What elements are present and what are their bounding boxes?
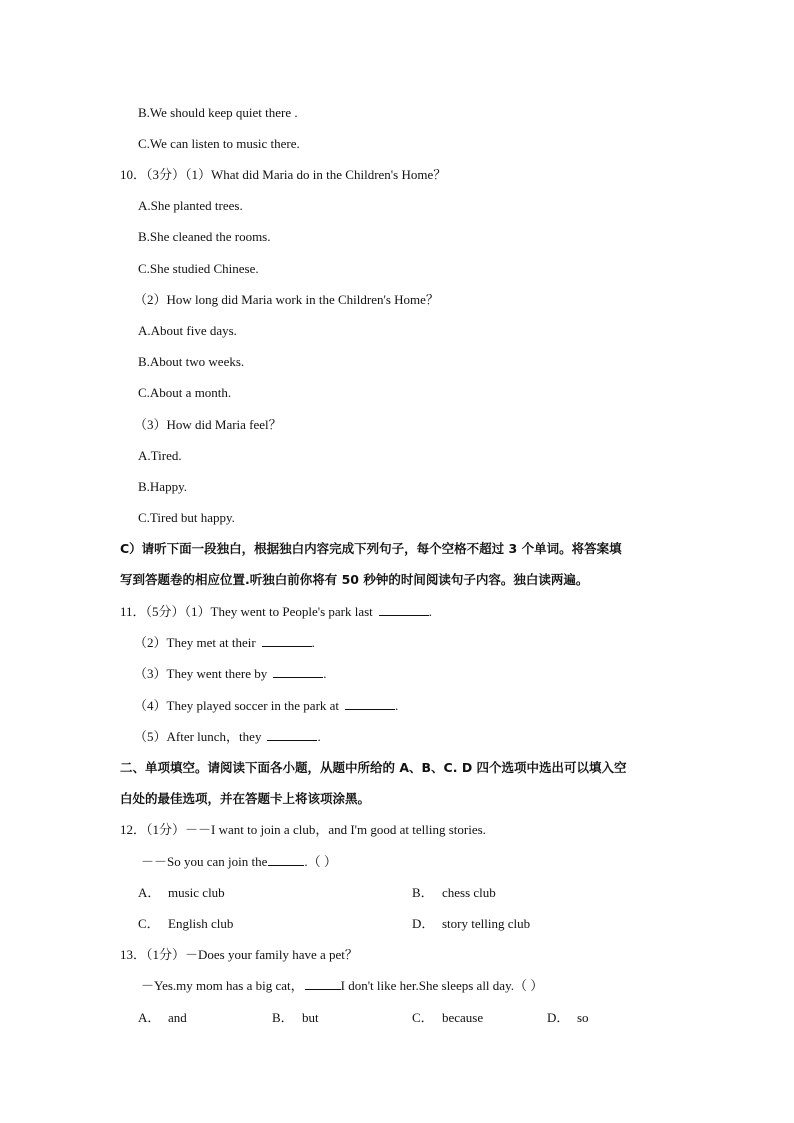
q12-option-d-text: story telling club	[442, 916, 531, 931]
q13-option-b-letter: B．	[272, 1010, 294, 1025]
q12-answer-paren: .（ ）	[304, 854, 337, 869]
q12-option-a-letter: A．	[138, 885, 161, 900]
q11-3-text: （3）They went there by	[134, 666, 268, 681]
q13-option-a-text: and	[168, 1010, 187, 1025]
q11-4-text: （4）They played soccer in the park at	[134, 698, 340, 713]
q13-line2-rest: I don't like her.She sleeps all day.（ ）	[340, 978, 544, 993]
q13-option-c-letter: C．	[412, 1010, 434, 1025]
q13-line2	[141, 977, 543, 995]
q10-3-option-a: A.Tired.	[138, 448, 182, 463]
q11-2-period: .	[311, 635, 315, 650]
section-c-instructions-line1: C）请听下面一段独白，根据独白内容完成下列句子，每个空格不超过 3 个单词。将答案填	[120, 541, 622, 556]
q11-2-text: （2）They met at their	[134, 635, 256, 650]
q11-2	[134, 634, 315, 652]
q13-option-b-text: but	[302, 1010, 319, 1025]
q10-3-stem: （3）How did Maria feel？	[134, 417, 282, 432]
q11-5-text: （5）After lunch，they	[134, 729, 262, 744]
q11-1-blank[interactable]	[379, 603, 429, 616]
q10-3-option-c: C.Tired but happy.	[138, 510, 235, 525]
q10-1-option-c: C.She studied Chinese.	[138, 261, 259, 276]
q10-2-option-b: B.About two weeks.	[138, 354, 245, 369]
q12-option-d-letter: D．	[412, 916, 435, 931]
q10-3-option-b: B.Happy.	[138, 479, 187, 494]
q13-option-c-text: because	[442, 1010, 484, 1025]
section-2-instructions-line2: 白处的最佳选项，并在答题卡上将该项涂黑。	[120, 791, 371, 806]
q13-option-d[interactable]	[547, 1009, 589, 1027]
q13-stem: 13．（1分）－Does your family have a pet？	[120, 947, 358, 962]
q12-option-a-text: music club	[168, 885, 225, 900]
q11-4-blank[interactable]	[345, 697, 395, 710]
q10-1-option-a: A.She planted trees.	[138, 198, 243, 213]
q10-2-stem: （2）How long did Maria work in the Children's Home？	[134, 292, 439, 307]
q11-stem	[120, 603, 432, 621]
q13-line2-text: －Yes.my mom has a big cat，	[141, 978, 304, 993]
q13-blank[interactable]	[305, 977, 341, 990]
q12-line2	[141, 853, 337, 871]
q11-5	[134, 728, 321, 746]
q11-4-period: .	[395, 698, 399, 713]
q11-1-period: .	[428, 604, 433, 619]
q13-option-b[interactable]	[272, 1009, 319, 1027]
q9-option-b: B.We should keep quiet there .	[138, 105, 298, 120]
q10-2-option-c: C.About a month.	[138, 385, 232, 400]
q12-option-c-text: English club	[168, 916, 234, 931]
q12-option-d[interactable]	[412, 915, 530, 933]
q11-3	[134, 665, 326, 683]
q10-2-option-a: A.About five days.	[138, 323, 237, 338]
q13-option-a[interactable]	[138, 1009, 187, 1027]
q11-3-blank[interactable]	[273, 665, 323, 678]
q11-4	[134, 697, 398, 715]
q12-stem: 12．（1分）－－I want to join a club，and I'm good at telling stories.	[120, 822, 486, 837]
section-2-instructions-line1: 二、单项填空。请阅读下面各小题，从题中所给的 A、B、C. D 四个选项中选出可以填入空	[120, 760, 627, 775]
q13-option-c[interactable]	[412, 1009, 483, 1027]
q9-option-c: C.We can listen to music there.	[138, 136, 300, 151]
q12-option-c[interactable]	[138, 915, 233, 933]
q13-option-d-letter: D．	[547, 1010, 570, 1025]
q12-line2-text: －－So you can join the	[141, 854, 268, 869]
q11-1-text: 11．（5分）（1）They went to People's park last	[120, 604, 373, 619]
section-c-instructions-line2: 写到答题卷的相应位置.听独白前你将有 50 秒钟的时间阅读句子内容。独白读两遍。	[120, 572, 589, 587]
q12-option-a[interactable]	[138, 884, 225, 902]
q13-option-d-text: so	[577, 1010, 589, 1025]
q11-2-blank[interactable]	[262, 634, 312, 647]
q13-option-a-letter: A．	[138, 1010, 161, 1025]
q12-option-b-text: chess club	[442, 885, 496, 900]
q11-5-period: .	[317, 729, 321, 744]
q12-option-b[interactable]	[412, 884, 496, 902]
q10-stem: 10．（3分）（1）What did Maria do in the Children's Home？	[120, 167, 447, 182]
q11-5-blank[interactable]	[267, 728, 317, 741]
q12-option-b-letter: B．	[412, 885, 434, 900]
q12-option-c-letter: C．	[138, 916, 160, 931]
q10-1-option-b: B.She cleaned the rooms.	[138, 229, 271, 244]
q11-3-period: .	[323, 666, 327, 681]
q12-blank[interactable]	[268, 853, 304, 866]
